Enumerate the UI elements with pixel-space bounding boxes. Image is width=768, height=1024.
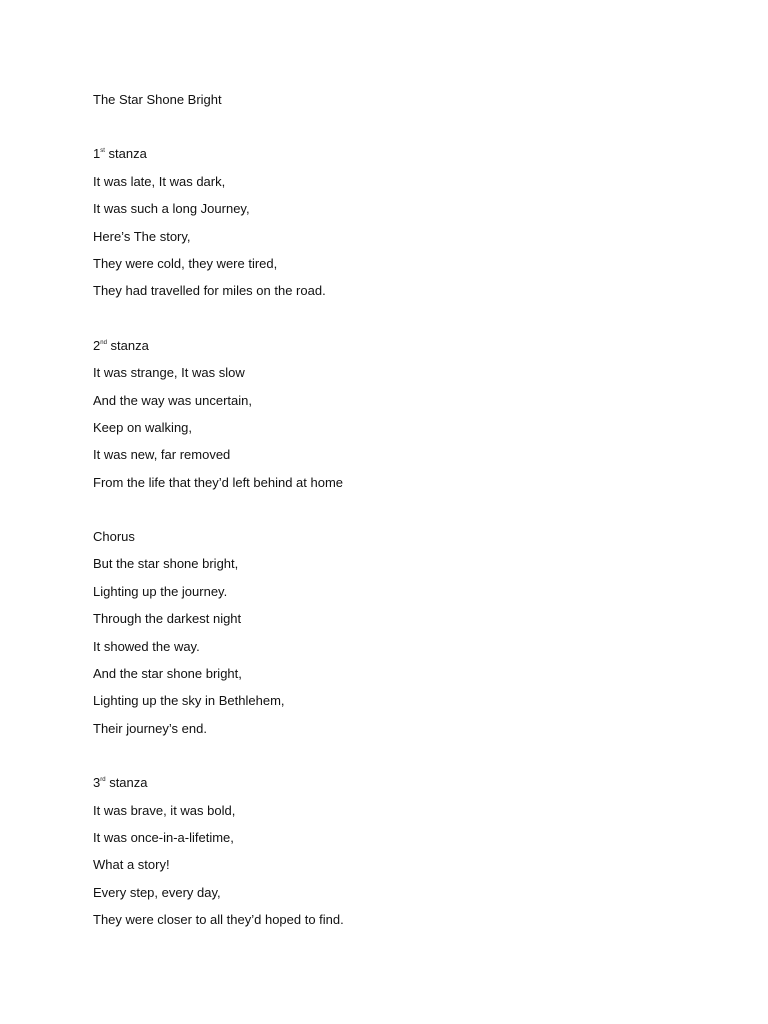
ordinal-suffix: nd <box>100 339 107 346</box>
verse-line: They were closer to all they’d hoped to find. <box>93 912 344 928</box>
verse-line: Every step, every day, <box>93 884 221 900</box>
verse-line: It was once-in-a-lifetime, <box>93 829 234 845</box>
verse-line: Here’s The story, <box>93 228 191 244</box>
verse-line: From the life that they’d left behind at home <box>93 474 344 490</box>
verse-line: It was such a long Journey, <box>93 201 250 217</box>
blank-line <box>93 742 713 769</box>
verse-line: It was late, It was dark, <box>93 173 226 189</box>
verse-line: It showed the way. <box>93 638 200 654</box>
stanza-word: stanza <box>104 146 147 162</box>
verse-line: They were cold, they were tired, <box>93 255 278 271</box>
stanza-word: stanza <box>106 337 149 353</box>
verse-line: They had travelled for miles on the road. <box>93 283 326 299</box>
verse-line: Lighting up the journey. <box>93 583 228 599</box>
stanza-2-heading <box>93 332 713 359</box>
blank-line <box>93 113 713 140</box>
stanza-3-heading <box>93 769 713 796</box>
verse-line: Lighting up the sky in Bethlehem, <box>93 693 285 709</box>
chorus-heading: Chorus <box>93 529 135 545</box>
document-page <box>93 86 713 934</box>
ordinal-suffix: st <box>100 148 105 155</box>
stanza-word: stanza <box>105 775 148 791</box>
verse-line: Through the darkest night <box>93 611 242 627</box>
blank-line <box>93 305 713 332</box>
blank-line <box>93 496 713 523</box>
poem-title: The Star Shone Bright <box>93 92 222 107</box>
stanza-number: 1 <box>93 146 101 162</box>
verse-line: But the star shone bright, <box>93 556 239 572</box>
verse-line: And the way was uncertain, <box>93 392 252 408</box>
verse-line: Keep on walking, <box>93 419 193 435</box>
stanza-number: 2 <box>93 337 101 353</box>
verse-line: What a story! <box>93 857 170 873</box>
verse-line: It was brave, it was bold, <box>93 802 236 818</box>
verse-line: It was new, far removed <box>93 447 231 463</box>
verse-line: Their journey’s end. <box>93 720 207 736</box>
stanza-number: 3 <box>93 775 101 791</box>
ordinal-suffix: rd <box>100 777 106 784</box>
verse-line: And the star shone bright, <box>93 666 242 682</box>
verse-line: It was strange, It was slow <box>93 365 245 381</box>
stanza-1-heading <box>93 140 713 167</box>
